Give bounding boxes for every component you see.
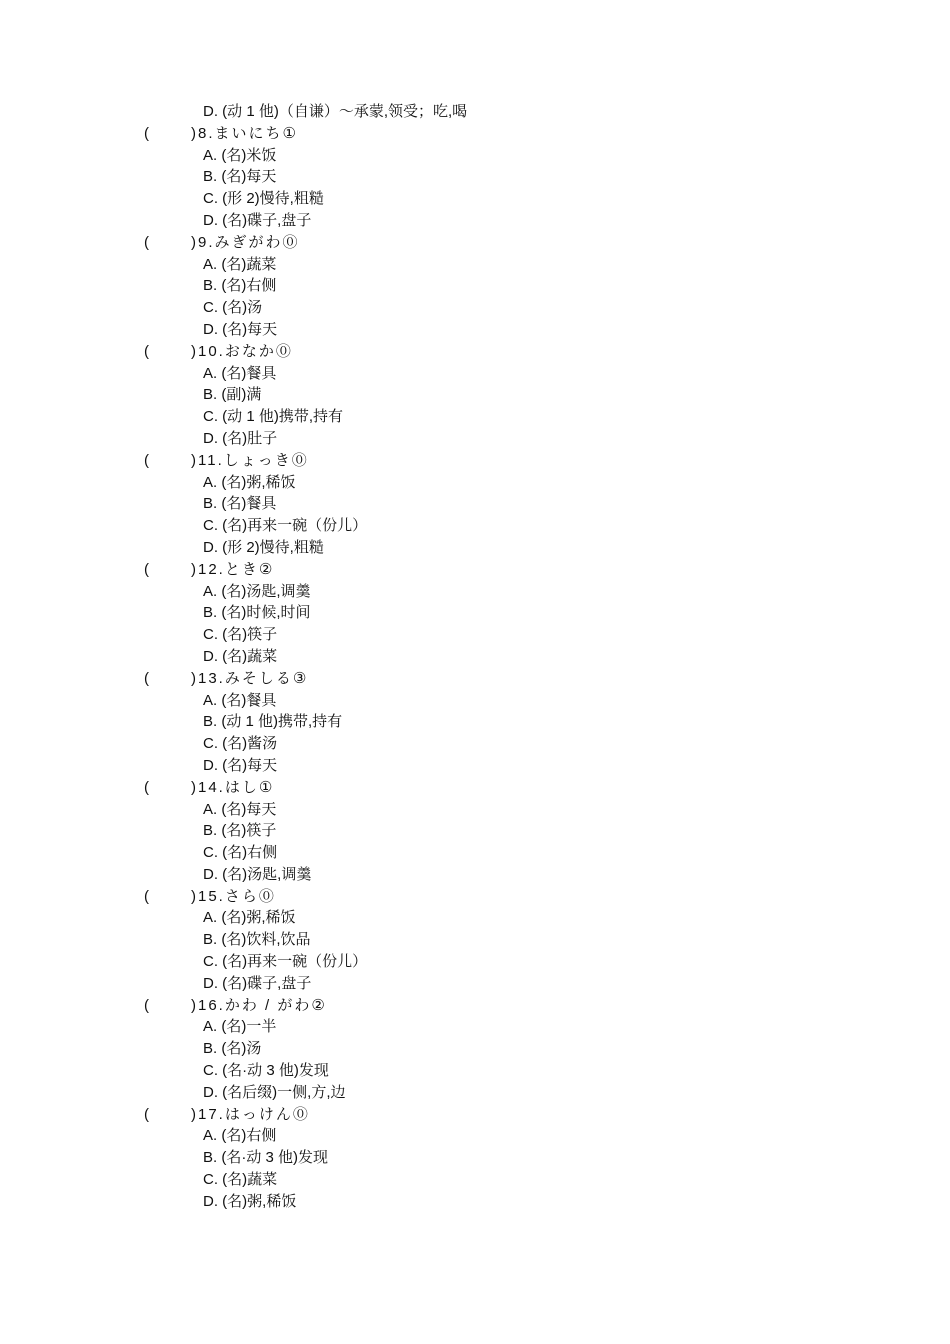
option-text: C. (名)再来一碗（份儿）	[203, 953, 368, 971]
option-line	[0, 842, 950, 864]
option-line	[0, 254, 950, 276]
question-list	[0, 123, 950, 1213]
option-text: B. (名)筷子	[203, 822, 277, 840]
option-text: D. (名)肚子	[203, 429, 278, 447]
answer-paren: (	[144, 451, 149, 469]
question-block	[0, 886, 950, 995]
option-line	[0, 515, 950, 537]
option-line	[0, 1169, 950, 1191]
option-text: A. (名)米饭	[203, 146, 277, 164]
question-stem-line	[0, 995, 950, 1017]
option-line	[0, 581, 950, 603]
option-line	[0, 907, 950, 929]
question-stem: )9.みぎがわ⓪	[191, 233, 300, 251]
option-text: B. (名)餐具	[203, 495, 277, 513]
question-stem-line	[0, 341, 950, 363]
option-text: A. (名)每天	[203, 800, 277, 818]
option-text: A. (名)汤匙,调羹	[203, 582, 311, 600]
question-block	[0, 777, 950, 886]
option-text: C. (名·动 3 他)发现	[203, 1062, 329, 1080]
option-text: C. (名)筷子	[203, 626, 278, 644]
question-block	[0, 232, 950, 341]
option-text: B. (名)每天	[203, 168, 277, 186]
option-line	[0, 210, 950, 232]
quiz-document	[0, 101, 950, 1213]
option-line	[0, 275, 950, 297]
option-line	[0, 733, 950, 755]
answer-paren: (	[144, 1105, 149, 1123]
question-stem: )12.とき②	[191, 560, 275, 578]
option-text: B. (名)时候,时间	[203, 604, 311, 622]
option-line	[0, 1060, 950, 1082]
answer-paren: (	[144, 124, 149, 142]
option-text: D. (名)汤匙,调羹	[203, 865, 312, 883]
option-text: D. (名)每天	[203, 756, 278, 774]
option-text: C. (形 2)慢待,粗糙	[203, 190, 324, 208]
option-text: B. (动 1 他)携带,持有	[203, 713, 343, 731]
question-block	[0, 1104, 950, 1213]
option-line	[0, 864, 950, 886]
option-line	[0, 428, 950, 450]
option-text: C. (动 1 他)携带,持有	[203, 408, 344, 426]
option-text: B. (副)满	[203, 386, 262, 404]
option-text: A. (名)粥,稀饭	[203, 909, 296, 927]
option-text: B. (名·动 3 他)发现	[203, 1149, 329, 1167]
option-text: D. (形 2)慢待,粗糙	[203, 538, 324, 556]
question-stem: )17.はっけん⓪	[191, 1105, 310, 1123]
option-line	[0, 951, 950, 973]
option-text: A. (名)粥,稀饭	[203, 473, 296, 491]
answer-paren: (	[144, 778, 149, 796]
option-line	[0, 363, 950, 385]
leading-option-text: D. (动 1 他)（自谦）～承蒙,领受；吃,喝	[203, 103, 468, 120]
option-line	[0, 1191, 950, 1213]
option-line	[0, 1082, 950, 1104]
option-line	[0, 602, 950, 624]
option-text: C. (名)蔬菜	[203, 1171, 278, 1189]
option-text: D. (名)粥,稀饭	[203, 1192, 297, 1210]
option-line	[0, 297, 950, 319]
option-text: A. (名)一半	[203, 1018, 277, 1036]
option-line	[0, 1016, 950, 1038]
option-text: C. (名)酱汤	[203, 735, 278, 753]
option-text: B. (名)饮料,饮品	[203, 931, 311, 949]
option-line	[0, 145, 950, 167]
option-line	[0, 537, 950, 559]
answer-paren: (	[144, 560, 149, 578]
option-text: D. (名)碟子,盘子	[203, 211, 312, 229]
question-block	[0, 995, 950, 1104]
option-text: C. (名)汤	[203, 299, 263, 317]
option-line	[0, 646, 950, 668]
option-line	[0, 319, 950, 341]
option-line	[0, 384, 950, 406]
option-text: A. (名)餐具	[203, 691, 277, 709]
option-line	[0, 690, 950, 712]
answer-paren: (	[144, 233, 149, 251]
option-line	[0, 1147, 950, 1169]
option-text: B. (名)右侧	[203, 277, 277, 295]
question-stem: )13.みそしる③	[191, 669, 309, 687]
question-stem-line	[0, 559, 950, 581]
question-block	[0, 450, 950, 559]
option-line	[0, 101, 950, 123]
question-stem: )8.まいにち①	[191, 124, 298, 142]
option-line	[0, 711, 950, 733]
question-stem-line	[0, 123, 950, 145]
question-stem-line	[0, 886, 950, 908]
option-text: A. (名)右侧	[203, 1127, 277, 1145]
option-text: C. (名)右侧	[203, 844, 278, 862]
option-line	[0, 624, 950, 646]
option-line	[0, 799, 950, 821]
option-text: D. (名)蔬菜	[203, 647, 278, 665]
option-line	[0, 406, 950, 428]
question-stem-line	[0, 232, 950, 254]
option-line	[0, 166, 950, 188]
question-stem: )15.さら⓪	[191, 887, 276, 905]
option-line	[0, 188, 950, 210]
question-stem: )11.しょっき⓪	[191, 451, 309, 469]
option-text: B. (名)汤	[203, 1040, 262, 1058]
option-text: D. (名)每天	[203, 320, 278, 338]
question-stem-line	[0, 450, 950, 472]
answer-paren: (	[144, 342, 149, 360]
option-text: C. (名)再来一碗（份儿）	[203, 517, 368, 535]
question-block	[0, 668, 950, 777]
question-block	[0, 341, 950, 450]
option-line	[0, 493, 950, 515]
option-line	[0, 1125, 950, 1147]
option-text: D. (名)碟子,盘子	[203, 974, 312, 992]
option-line	[0, 1038, 950, 1060]
question-stem-line	[0, 777, 950, 799]
option-line	[0, 929, 950, 951]
answer-paren: (	[144, 996, 149, 1014]
question-stem: )16.かわ / がわ②	[191, 996, 327, 1014]
question-block	[0, 123, 950, 232]
question-stem: )14.はし①	[191, 778, 275, 796]
option-line	[0, 755, 950, 777]
option-line	[0, 973, 950, 995]
question-stem-line	[0, 1104, 950, 1126]
option-line	[0, 472, 950, 494]
question-stem: )10.おなか⓪	[191, 342, 293, 360]
answer-paren: (	[144, 887, 149, 905]
answer-paren: (	[144, 669, 149, 687]
option-text: A. (名)蔬菜	[203, 255, 277, 273]
option-line	[0, 820, 950, 842]
question-stem-line	[0, 668, 950, 690]
option-text: D. (名后缀)一侧,方,边	[203, 1083, 346, 1101]
option-text: A. (名)餐具	[203, 364, 277, 382]
question-block	[0, 559, 950, 668]
